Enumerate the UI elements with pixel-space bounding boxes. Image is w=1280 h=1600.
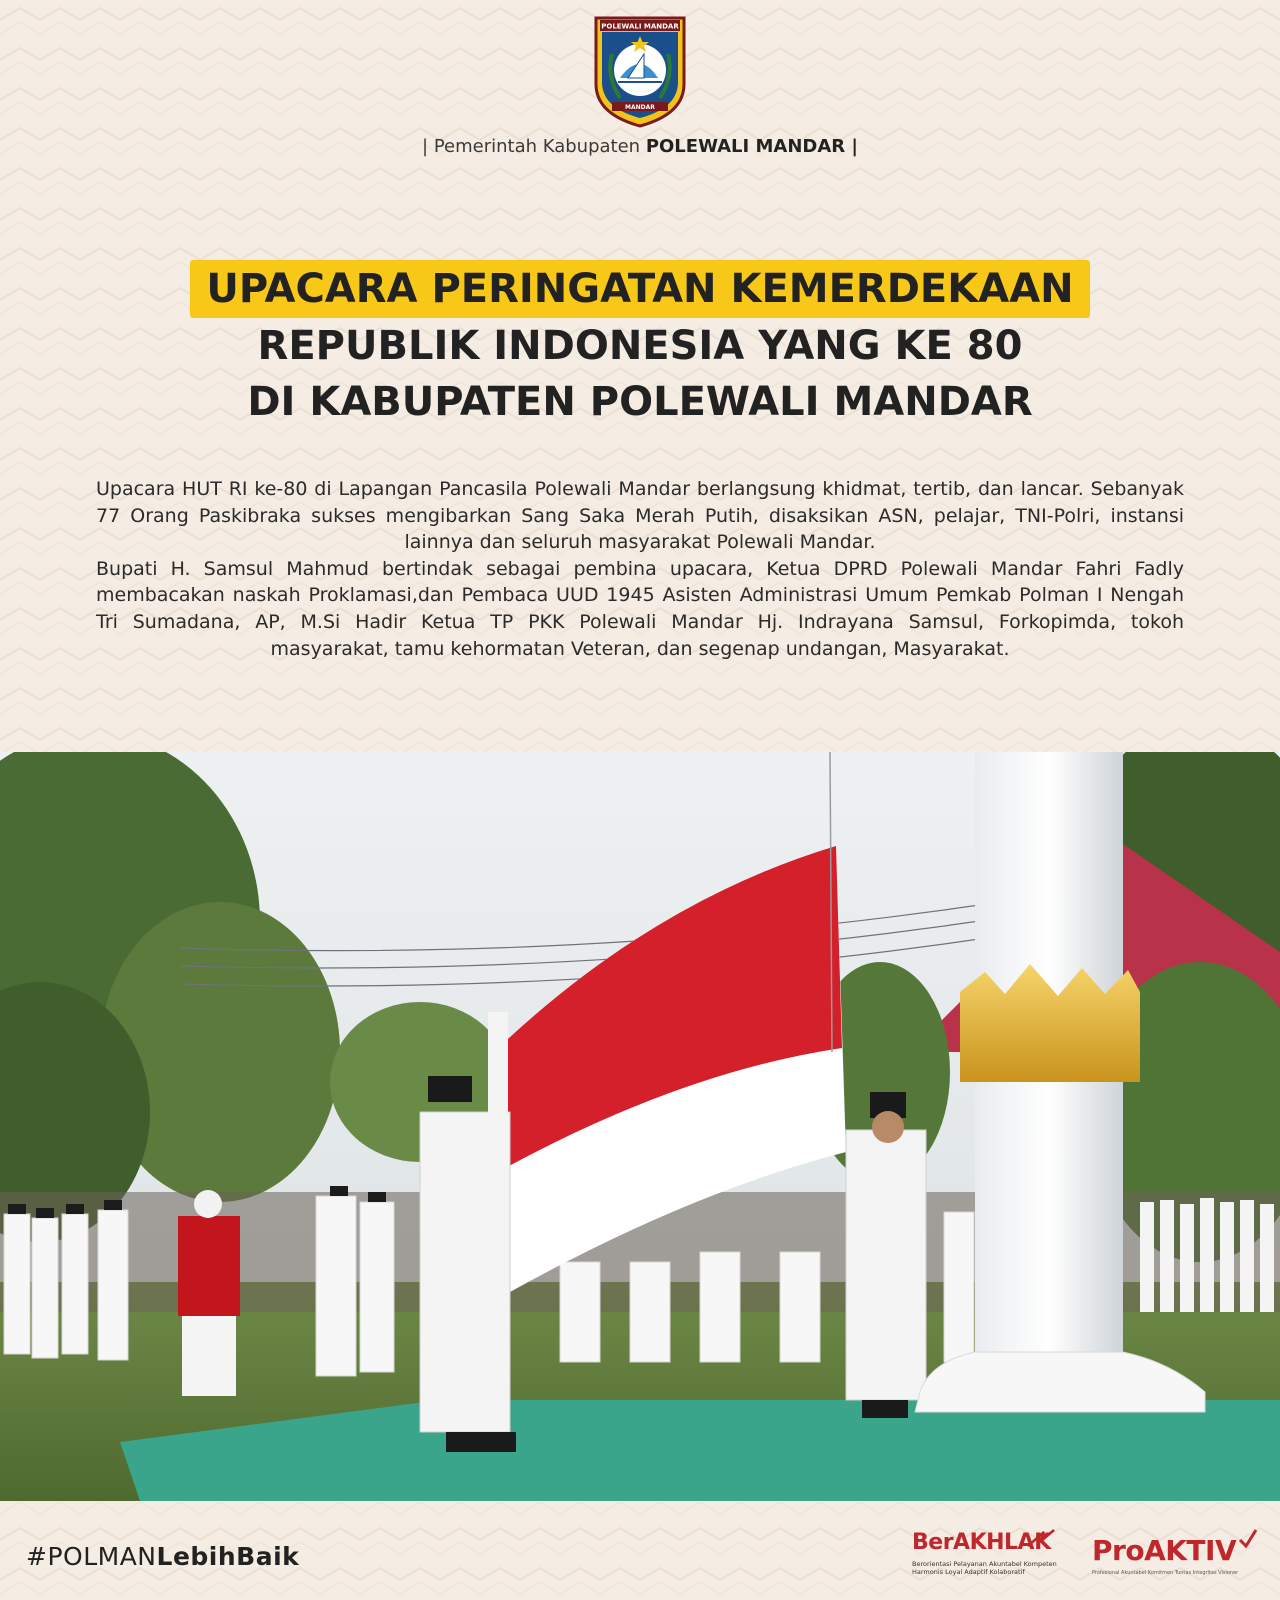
berakhlak-wordmark: BerAKHLAK (912, 1530, 1051, 1555)
page-title (0, 260, 1280, 430)
proaktiv-wordmark: ProAKTIV (1092, 1534, 1237, 1567)
org-prefix: | Pemerintah Kabupaten (422, 136, 646, 157)
organization-line (0, 136, 1280, 157)
emblem-top-text: POLEWALI MANDAR (601, 22, 679, 31)
title-line-1: UPACARA PERINGATAN KEMERDEKAAN (190, 260, 1089, 318)
polewali-mandar-emblem (592, 14, 688, 130)
org-name: POLEWALI MANDAR | (645, 136, 858, 157)
article-paragraph-1: Upacara HUT RI ke-80 di Lapangan Pancasila Polewali Mandar berlangsung khidmat, tertib, dan lancar. Sebanyak 77 Orang Paskibraka sukses mengibarkan Sang Saka Merah Putih, disaksikan ASN, pelajar, TNI-Polri, instansi lainnya dan seluruh masyarakat Polewali Mandar. (96, 478, 1184, 554)
title-line-3: DI KABUPATEN POLEWALI MANDAR (247, 379, 1033, 425)
proaktiv-tagline: Profesional Akuntabel Komitmen Tuntas Integritas Visioner (1092, 1570, 1239, 1576)
article-body (96, 476, 1184, 662)
proaktiv-logo (1090, 1528, 1260, 1586)
flag-ceremony-photo (0, 752, 1280, 1501)
berakhlak-logo (908, 1528, 1064, 1586)
berakhlak-tagline: Berorientasi Pelayanan Akuntabel Kompeten Harmonis Loyal Adaptif Kolaboratif (912, 1560, 1057, 1576)
proaktiv-check-icon (1238, 1528, 1258, 1550)
emblem-bottom-text: MANDAR (625, 104, 655, 111)
hashtag-part-2: LebihBaik (156, 1542, 300, 1571)
berakhlak-swoosh-icon (1026, 1528, 1056, 1548)
hashtag-part-1: #POLMAN (26, 1542, 157, 1571)
hashtag (26, 1542, 299, 1571)
title-line-2: REPUBLIK INDONESIA YANG KE 80 (257, 323, 1023, 369)
article-paragraph-2: Bupati H. Samsul Mahmud bertindak sebagai pembina upacara, Ketua DPRD Polewali Mandar Fahri Fadly membacakan naskah Proklamasi,dan Pembaca UUD 1945 Asisten Administrasi Umum Pemkab Polman I Nengah Tri Sumadana, AP, M.Si Hadir Ketua TP PKK Polewali Mandar Hj. Indrayana Samsul, Forkopimda, tokoh masyarakat, tamu kehormatan Veteran, dan segenap undangan, Masyarakat. (96, 557, 1184, 660)
